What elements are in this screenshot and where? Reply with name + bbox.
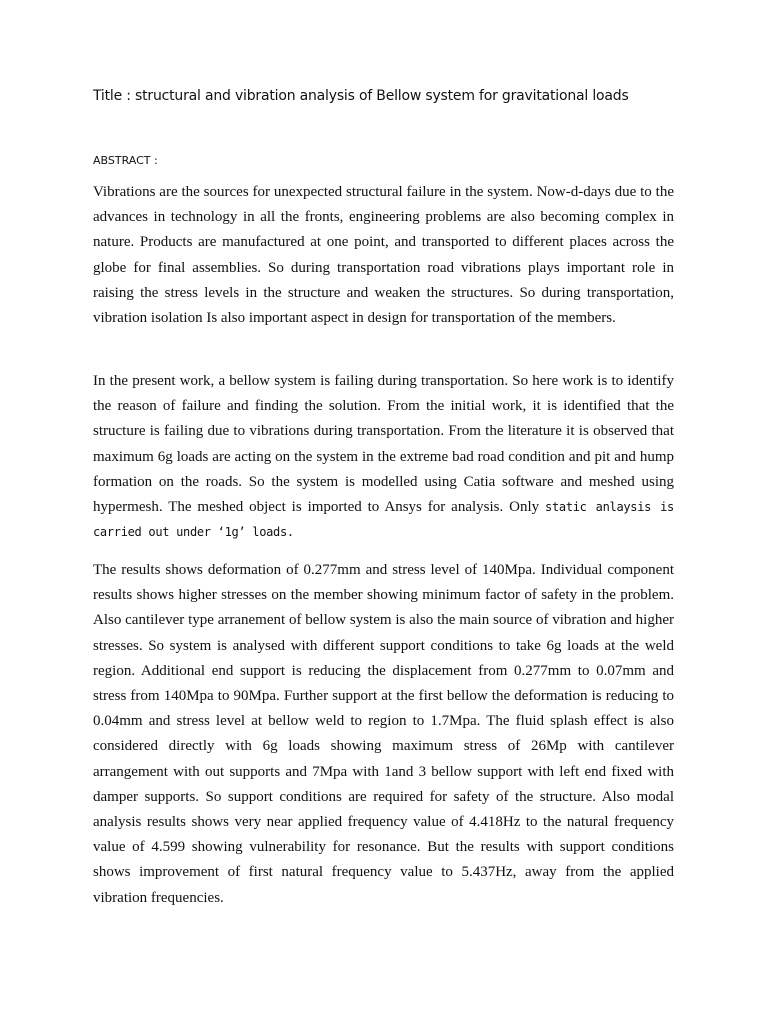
paragraph-2-main-text: In the present work, a bellow system is failing during transportation. So here work is to identify the reason of failure and finding the solution. From the initial work, it is identified that the structure is failing due to vibrations during transportation. From the literature it is observed that maximum 6g loads are acting on the system in the extreme bad road condition and pit and hump formation on the roads. So the system is modelled using Catia software and meshed using hypermesh. The meshed object is imported to Ansys for analysis. Only [93,373,674,516]
abstract-paragraph-1: Vibrations are the sources for unexpected structural failure in the system. Now-d-days due to the advances in technology in all the fronts, engineering problems are also becoming complex in nature. Products are manufactured at one point, and transported to different places across the globe for final assemblies. So during transportation road vibrations plays important role in raising the stress levels in the structure and weaken the structures. So during transportation, vibration isolation Is also important aspect in design for transportation of the members. [93,184,674,327]
abstract-paragraph-3: The results shows deformation of 0.277mm and stress level of 140Mpa. Individual component results shows higher stresses on the member showing minimum factor of safety in the problem. Also cantilever type arranement of bellow system is also the main source of vibration and higher stresses. So system is analysed with different support conditions to take 6g loads at the weld region. Additional end support is reducing the displacement from 0.277mm to 0.07mm and stress from 140Mpa to 90Mpa. Further support at the first bellow the deformation is reducing to 0.04mm and stress level at bellow weld to region to 1.7Mpa. The fluid splash effect is also considered directly with 6g loads showing maximum stress of 26Mp with cantilever arrangement with out supports and 7Mpa with 1and 3 bellow support with left end fixed with damper supports. So support conditions are required for safety of the structure. Also modal analysis results shows very near applied frequency value of 4.418Hz to the natural frequency value of 4.599 showing vulnerability for resonance. But the results with support conditions shows improvement of first natural frequency value to 5.437Hz, away from the applied vibration frequencies. [93,562,674,906]
paragraph-2-tail-text: static anlaysis is carried out under ‘1g’ loads. [93,500,674,540]
abstract-heading: ABSTRACT : [93,154,158,167]
document-title: Title : structural and vibration analysis of Bellow system for gravitational loads [93,88,629,104]
abstract-paragraph-2 [93,369,674,545]
